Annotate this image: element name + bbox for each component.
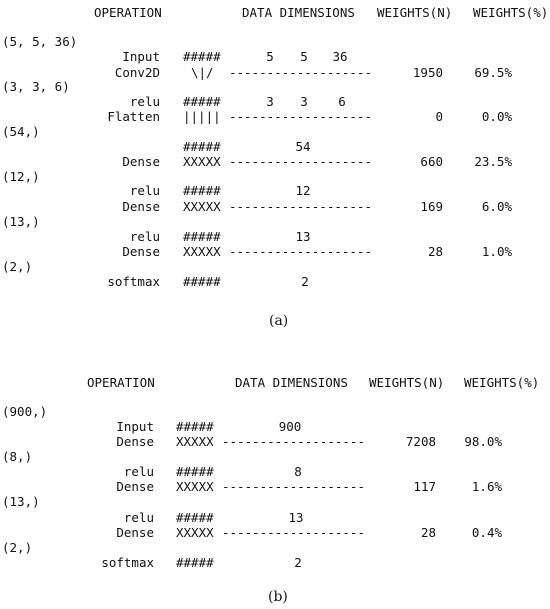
weights-percent: 0.0%: [481, 109, 512, 124]
shape-label: (54,): [2, 124, 40, 139]
weights-count: 169: [420, 199, 443, 214]
weights-count: 7208: [405, 434, 436, 449]
layer-symbol: #####: [176, 510, 214, 525]
header-weights-n: WEIGHTS(N): [369, 375, 445, 390]
weights-percent: 69.5%: [474, 65, 512, 80]
figure-caption: (a): [269, 313, 289, 329]
weights-count: 28: [420, 525, 436, 540]
weights-count: 28: [427, 244, 443, 259]
layer-symbol: #####: [176, 464, 214, 479]
operation-label: Dense: [116, 479, 154, 494]
weights-percent: 0.4%: [471, 525, 502, 540]
shape-label: (900,): [2, 404, 48, 419]
operation-label: Input: [122, 49, 160, 64]
layer-symbol: #####: [176, 419, 214, 434]
weights-count: 117: [413, 479, 436, 494]
dimension-value: 8: [294, 464, 302, 479]
weights-percent: 1.0%: [481, 244, 512, 259]
dimension-value: 5: [300, 49, 308, 64]
shape-label: (3, 3, 6): [2, 79, 70, 94]
operation-label: Dense: [116, 525, 154, 540]
shape-label: (5, 5, 36): [2, 34, 78, 49]
operation-label: relu: [129, 94, 160, 109]
operation-label: relu: [129, 183, 160, 198]
operation-label: Conv2D: [114, 65, 160, 80]
layer-symbol: \|/: [191, 65, 214, 80]
dimension-value: 12: [295, 183, 311, 198]
operation-label: relu: [123, 464, 154, 479]
weights-percent: 6.0%: [481, 199, 512, 214]
header-data-dimensions: DATA DIMENSIONS: [242, 5, 355, 20]
layer-symbol: #####: [183, 49, 221, 64]
layer-symbol: XXXXX: [176, 434, 214, 449]
shape-label: (12,): [2, 169, 40, 184]
weights-percent: 1.6%: [471, 479, 502, 494]
layer-symbol: XXXXX: [176, 479, 214, 494]
operation-label: relu: [129, 229, 160, 244]
operation-label: Dense: [122, 199, 160, 214]
dimension-value: 3: [300, 94, 308, 109]
weights-count: 1950: [412, 65, 443, 80]
connector-line: -------------------: [229, 244, 372, 259]
operation-label: Dense: [122, 154, 160, 169]
header-data-dimensions: DATA DIMENSIONS: [235, 375, 348, 390]
shape-label: (8,): [2, 449, 33, 464]
connector-line: -------------------: [229, 109, 372, 124]
layer-symbol: #####: [176, 555, 214, 570]
operation-label: Dense: [116, 434, 154, 449]
weights-percent: 98.0%: [464, 434, 502, 449]
layer-symbol: XXXXX: [176, 525, 214, 540]
dimension-value: 2: [301, 274, 309, 289]
shape-label: (13,): [2, 214, 40, 229]
operation-label: softmax: [107, 274, 160, 289]
shape-label: (2,): [2, 540, 33, 555]
layer-symbol: |||||: [183, 109, 221, 124]
operation-label: Dense: [122, 244, 160, 259]
layer-symbol: #####: [183, 183, 221, 198]
weights-percent: 23.5%: [474, 154, 512, 169]
weights-count: 660: [420, 154, 443, 169]
dimension-value: 3: [266, 94, 274, 109]
connector-line: -------------------: [222, 525, 365, 540]
header-operation: OPERATION: [94, 5, 162, 20]
layer-symbol: XXXXX: [183, 244, 221, 259]
dimension-value: 900: [278, 419, 302, 434]
connector-line: -------------------: [229, 154, 372, 169]
layer-symbol: #####: [183, 229, 221, 244]
layer-symbol: XXXXX: [183, 199, 221, 214]
connector-line: -------------------: [229, 65, 372, 80]
header-operation: OPERATION: [87, 375, 155, 390]
operation-label: relu: [123, 510, 154, 525]
shape-label: (2,): [2, 259, 33, 274]
operation-label: Input: [116, 419, 154, 434]
dimension-value: 2: [294, 555, 302, 570]
connector-line: -------------------: [222, 434, 365, 449]
operation-label: Flatten: [107, 109, 160, 124]
dimension-value: 13: [288, 510, 304, 525]
dimension-value: 6: [338, 94, 346, 109]
layer-symbol: #####: [183, 139, 221, 154]
shape-label: (13,): [2, 494, 40, 509]
connector-line: -------------------: [229, 199, 372, 214]
header-weights-pct: WEIGHTS(%): [464, 375, 540, 390]
dimension-value: 5: [266, 49, 274, 64]
header-weights-n: WEIGHTS(N): [377, 5, 453, 20]
layer-symbol: #####: [183, 94, 221, 109]
layer-symbol: #####: [183, 274, 221, 289]
weights-count: 0: [435, 109, 443, 124]
operation-label: softmax: [101, 555, 154, 570]
layer-symbol: XXXXX: [183, 154, 221, 169]
header-weights-pct: WEIGHTS(%): [473, 5, 549, 20]
connector-line: -------------------: [222, 479, 365, 494]
dimension-value: 13: [295, 229, 311, 244]
dimension-value: 36: [332, 49, 348, 64]
figure-caption: (b): [268, 589, 288, 605]
dimension-value: 54: [295, 139, 311, 154]
